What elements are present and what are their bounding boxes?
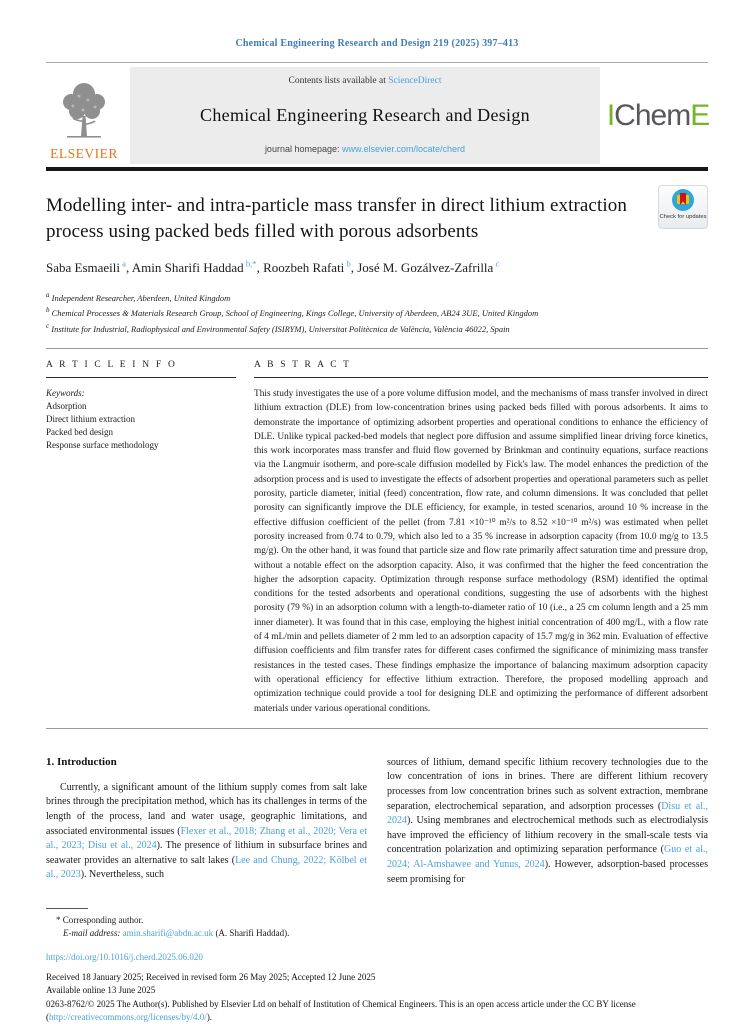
text-segment: journal homepage: bbox=[264, 144, 342, 154]
author-list bbox=[46, 260, 708, 276]
inline-link[interactable]: Flexer et al., 2018; Zhang et al., 2020; Vera et al., 2023; Disu et al., 2024 bbox=[46, 825, 368, 852]
text-segment: (A. Sharifi Haddad). bbox=[213, 928, 290, 939]
abstract-column bbox=[254, 360, 708, 716]
text-segment: ). However, adsorption-based processes seem promising for bbox=[387, 858, 708, 885]
article-info-column bbox=[46, 360, 236, 716]
text-segment: Saba Esmaeili bbox=[46, 260, 121, 275]
text-segment: E-mail address: bbox=[63, 928, 123, 939]
affiliation-a: $^a$ Independent Researcher, Aberdeen, United Kingdom bbox=[46, 291, 231, 303]
text-segment: , Roozbeh Rafati bbox=[256, 260, 345, 275]
abstract-text: This study investigates the use of a pore volume diffusion model, and the mechanisms of mass transfer involved in direct lithium extraction (DLE) from low-concentration brines using packed beds filled with porous adsorbents. It aims to demonstrate the importance of optimizing adsorbent properties and operational conditions to enhance the efficiency of DLE. Unlike typical packed-bed models that neglect pore diffusion and assume simplified linear driving force kinetics, this work incorporates mass transfer and fluid flow governed by Brinkman and continuity equations, surface reactions via the Langmuir isotherm, and pore-scale diffusion modelled by Fick's law. The model enhances the prediction of the adsorption process and is used to investigate the effects of adsorbent properties and operational parameters such as pellet porosity, particle diameter, initial (feed) concentration, flow rate, and column dimensions. It was concluded that pellet porosity can significantly improve the DLE efficiency, for example, in tested scenarios, around 10 % increase in the effective diffusion coefficient of the pellet (from 7.81 ×10⁻¹⁰ m²/s to 8.52 ×10⁻¹⁰ m²/s) was estimated when pellet porosity increased from 0.74 to 0.79, which also led to a 35 % increase in adsorption capacity (from 10.0 mg/g to 13.5 mg/g). On the other hand, it was found that particle size and flow rate primarily affect saturation time and pressure drop, without a notable effect on the adsorption capacity. Also, it was confirmed that the higher the feed concentration the higher the adsorption capacity. Optimization through response surface methodology (RSM) identified the optimal conditions for the tested adsorbents and operational conditions, suggesting the use of adsorbents with the highest porosity (79 %) in an adsorption column with a length-to-diameter ratio of 10 (i.e., a 25 cm column length and a 25 mm inner diameter). It was found that in this case, employing the highest initial concentration of 400 mg/L, with a flow rate of 4 mL/min and pellets diameter of 2 mm led to an adsorption capacity of 15.7 mg/g in 362 min. Evaluation of effective diffusion coefficients and film transfer rates for different cases confirmed the significance of minimizing mass transfer resistances in the tested cases. These findings emphasize the importance of balancing maximum adsorption capacity with operational efficiency for effective lithium extraction. Therefore, the proposed modelling approach and optimization technique could provide a tool for designing DLE and optimizing the performance of different adsorbent materials under various operational conditions. bbox=[254, 388, 708, 714]
intro-paragraph-right bbox=[387, 756, 708, 887]
header-divider bbox=[46, 62, 708, 63]
available-online: Available online 13 June 2025 bbox=[46, 985, 156, 996]
check-for-updates-badge[interactable] bbox=[658, 185, 708, 229]
elsevier-logo[interactable] bbox=[46, 67, 122, 164]
info-top-rule bbox=[46, 348, 708, 349]
inline-link[interactable]: b,* bbox=[243, 258, 257, 269]
journal-masthead bbox=[46, 67, 708, 164]
check-for-updates-label: Check for updates bbox=[659, 214, 707, 220]
text-segment: Currently, a significant amount of the lithium supply comes from salt lake brines through the precipitation method, which has its challenges in terms of the length of the process, land and water usage, geographic limitations, and associated environmental issues ( bbox=[46, 781, 367, 837]
doi-link[interactable]: https://doi.org/10.1016/j.cherd.2025.06.020 bbox=[46, 952, 203, 963]
journal-citation: Chemical Engineering Research and Design 219 (2025) 397–413 bbox=[235, 38, 519, 49]
inline-link[interactable]: a bbox=[120, 258, 126, 269]
crossmark-icon bbox=[672, 189, 694, 211]
intro-left-column bbox=[46, 756, 367, 887]
title-row bbox=[46, 193, 708, 245]
info-abstract-section bbox=[46, 360, 708, 716]
elsevier-wordmark: ELSEVIER bbox=[50, 146, 118, 161]
inline-link[interactable]: Guo et al., 2024; Al-Amshawee and Yunus, 2024 bbox=[387, 844, 708, 870]
footnote-rule bbox=[46, 908, 88, 909]
icheme-logo bbox=[608, 67, 708, 164]
text-segment: , José M. Gozálvez-Zafrilla bbox=[350, 260, 494, 275]
intro-right-column bbox=[387, 756, 708, 887]
inline-link[interactable]: http://creativecommons.org/licenses/by/4.0/ bbox=[49, 1012, 207, 1023]
keyword-dle: Direct lithium extraction bbox=[46, 413, 135, 424]
text-segment: , Amin Sharifi Haddad bbox=[125, 260, 244, 275]
inline-link[interactable]: amin.sharifi@abdn.ac.uk bbox=[122, 928, 214, 939]
inline-link[interactable]: ScienceDirect bbox=[388, 76, 442, 86]
keyword-adsorption: Adsorption bbox=[46, 400, 87, 411]
article-title: Modelling inter- and intra-particle mass transfer in direct lithium extraction process using packed beds filled with porous adsorbents bbox=[46, 195, 627, 242]
keywords-label: Keywords: bbox=[46, 387, 85, 398]
intro-paragraph-left bbox=[46, 781, 367, 883]
text-segment: Contents lists available at bbox=[288, 76, 389, 86]
affiliations bbox=[46, 289, 708, 335]
introduction-heading: 1. Introduction bbox=[46, 755, 117, 768]
text-segment: Chem bbox=[614, 98, 691, 132]
inline-link[interactable]: www.elsevier.com/locate/cherd bbox=[342, 144, 466, 154]
text-segment: I bbox=[606, 98, 615, 132]
abstract-heading: A B S T R A C T bbox=[254, 359, 352, 370]
introduction-section bbox=[46, 756, 708, 887]
masthead-center-box bbox=[130, 67, 600, 164]
text-segment: E bbox=[690, 98, 710, 132]
inline-link[interactable]: Lee and Chung, 2022; Kölbel et al., 2023 bbox=[46, 854, 367, 881]
text-segment: ). The presence of lithium in subsurface brines and seawater provides an alternative to salt lakes ( bbox=[46, 840, 367, 866]
journal-name: Chemical Engineering Research and Design bbox=[200, 104, 530, 125]
copyright-line bbox=[46, 998, 708, 1024]
text-segment: 0263-8762/© 2025 The Author(s). Published by Elsevier Ltd on behalf of Institution of Chemical Engineers. This is an open access article under the CC BY license ( bbox=[46, 999, 636, 1023]
abstract-bottom-rule bbox=[46, 728, 708, 729]
inline-link[interactable]: c bbox=[493, 258, 500, 269]
text-segment: ). bbox=[206, 1012, 213, 1023]
affiliation-c: $^c$ Institute for Industrial, Radiophysical and Environmental Safety (ISIRYM), Universitat Politècnica de València, València 46022, Spain bbox=[46, 321, 510, 334]
affiliation-b: $^b$ Chemical Processes & Materials Research Group, School of Engineering, Kings College, University of Aberdeen, AB24 3UE, United Kingdom bbox=[46, 306, 539, 319]
elsevier-tree-icon bbox=[55, 80, 113, 144]
text-segment: ). Using membranes and electrochemical methods such as electrodialysis have improved the efficiency of lithium recovery in the small-scale tests via concentration polarization and optimizing separation performance ( bbox=[387, 815, 708, 856]
email-line bbox=[46, 927, 708, 940]
keyword-rsm: Response surface methodology bbox=[46, 439, 159, 450]
corresponding-author-note: * Corresponding author. bbox=[56, 915, 144, 926]
received-dates: Received 18 January 2025; Received in revised form 26 May 2025; Accepted 12 June 2025 bbox=[46, 972, 376, 983]
text-segment: sources of lithium, demand specific lithium recovery technologies due to the low concentration of ions in brines. There are different lithium recovery processes from low concentration brines such as solvent extraction, membrane separation, electrochemical separation, and adsorption processes ( bbox=[387, 756, 708, 812]
article-info-heading: A R T I C L E I N F O bbox=[46, 359, 178, 370]
text-segment: ). Nevertheless, such bbox=[80, 869, 165, 881]
inline-link[interactable]: b bbox=[344, 258, 351, 269]
footnotes bbox=[46, 908, 708, 1024]
inline-link[interactable]: Disu et al., 2024 bbox=[387, 800, 708, 827]
contents-available-line bbox=[138, 76, 592, 86]
journal-homepage-line bbox=[138, 144, 592, 154]
keyword-packed-bed: Packed bed design bbox=[46, 426, 113, 437]
masthead-bottom-rule bbox=[46, 167, 708, 171]
